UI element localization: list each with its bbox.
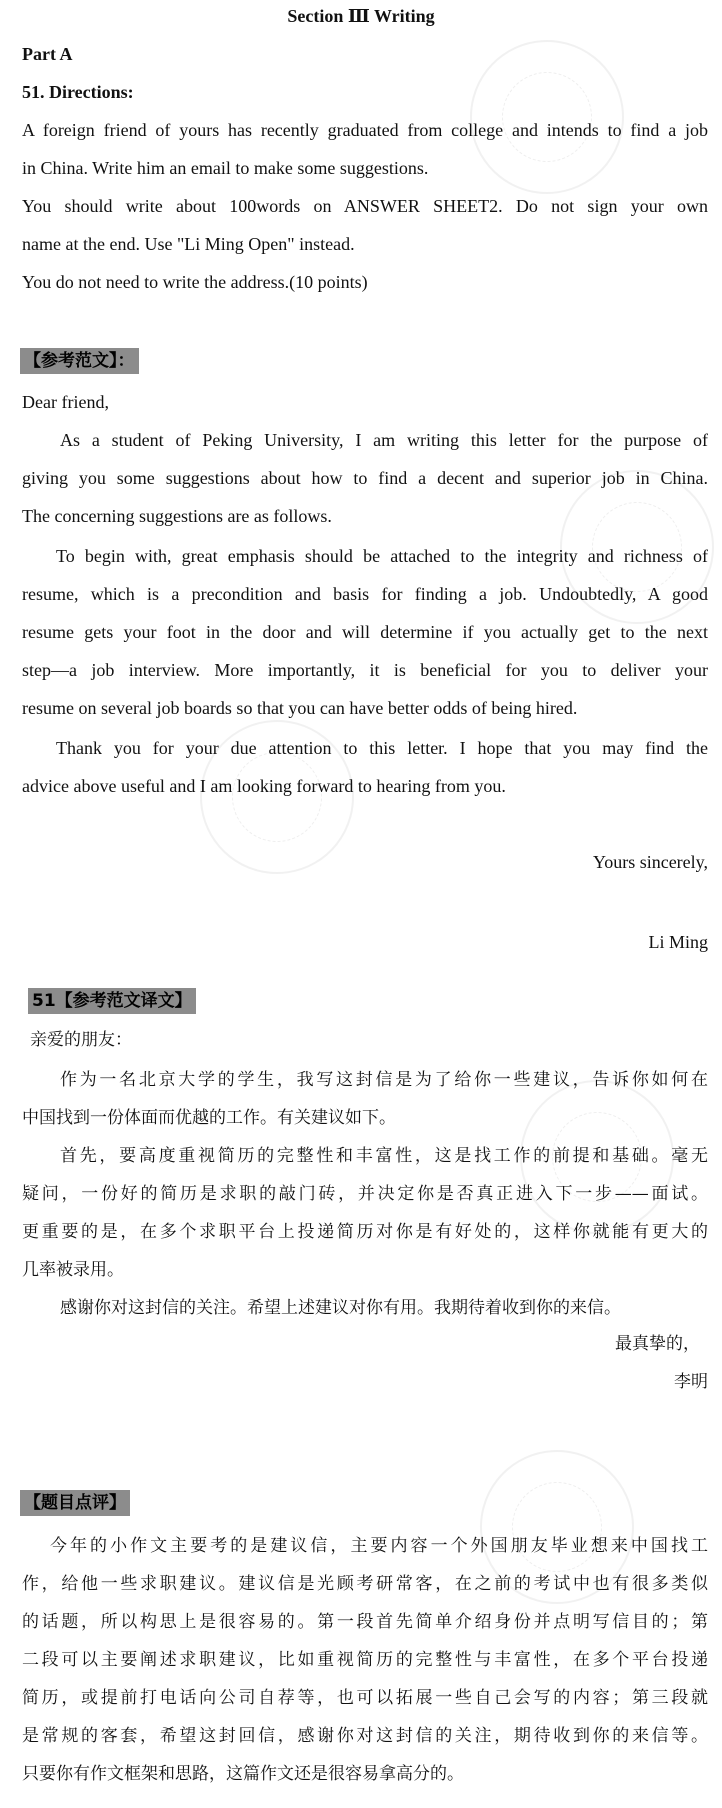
essay-closing: Yours sincerely, <box>593 852 708 872</box>
watermark-seal <box>452 1422 662 1632</box>
directions-line: name at the end. Use "Li Ming Open" instead. <box>22 234 355 254</box>
translation-line: 疑问，一份好的简历是求职的敲门砖，并决定你是否真正进入下一步——面试。 <box>22 1184 708 1204</box>
commentary-line: 今年的小作文主要考的是建议信，主要内容一个外国朋友毕业想来中国找工 <box>50 1536 708 1556</box>
essay-line: step—a job interview. More importantly, it is beneficial for you to deliver your <box>22 660 708 680</box>
directions-line: in China. Write him an email to make some suggestions. <box>22 158 429 178</box>
essay-line: Thank you for your due attention to this letter. I hope that you may find the <box>56 738 708 758</box>
commentary-tag: 【题目点评】 <box>20 1490 130 1516</box>
essay-line: resume, which is a precondition and basis for finding a job. Undoubtedly, A good <box>22 584 708 604</box>
essay-salutation: Dear friend, <box>22 392 109 412</box>
commentary-line: 的话题，所以构思上是很容易的。第一段首先简单介绍身份并点明写信目的；第 <box>22 1612 708 1632</box>
essay-line: resume on several job boards so that you can have better odds of being hired. <box>22 698 578 718</box>
translation-line: 感谢你对这封信的关注。希望上述建议对你有用。我期待着收到你的来信。 <box>60 1298 621 1318</box>
model-essay-tag: 【参考范文】： <box>20 348 139 374</box>
directions-line: A foreign friend of yours has recently graduated from college and intends to find a job <box>22 120 708 140</box>
translation-salutation: 亲爱的朋友： <box>30 1030 132 1050</box>
essay-line: giving you some suggestions about how to find a decent and superior job in China. <box>22 468 708 488</box>
essay-line: As a student of Peking University, I am writing this letter for the purpose of <box>60 430 708 450</box>
commentary-line: 是常规的客套，希望这封回信，感谢你对这封信的关注，期待收到你的来信等。 <box>22 1726 708 1746</box>
translation-line: 中国找到一份体面而优越的工作。有关建议如下。 <box>22 1108 396 1128</box>
translation-line: 更重要的是，在多个求职平台上投递简历对你是有好处的，这样你就能有更大的 <box>22 1222 708 1242</box>
section-title: Section Ⅲ Writing <box>287 6 435 26</box>
part-heading: Part A <box>22 44 73 64</box>
translation-line: 几率被录用。 <box>22 1260 124 1280</box>
essay-line: advice above useful and I am looking forward to hearing from you. <box>22 776 506 796</box>
essay-line: resume gets your foot in the door and will determine if you actually get to the next <box>22 622 708 642</box>
directions-line: You should write about 100words on ANSWER SHEET2. Do not sign your own <box>22 196 708 216</box>
commentary-line: 简历，或提前打电话向公司自荐等，也可以拓展一些自己会写的内容；第三段就 <box>22 1688 708 1708</box>
directions-line: You do not need to write the address.(10 points) <box>22 272 368 292</box>
question-heading: 51. Directions: <box>22 82 134 102</box>
translation-line: 首先，要高度重视简历的完整性和丰富性，这是找工作的前提和基础。毫无 <box>60 1146 708 1166</box>
commentary-line: 只要你有作文框架和思路，这篇作文还是很容易拿高分的。 <box>22 1764 464 1784</box>
essay-signature: Li Ming <box>648 932 708 952</box>
translation-line: 作为一名北京大学的学生，我写这封信是为了给你一些建议，告诉你如何在 <box>60 1070 708 1090</box>
commentary-line: 二段可以主要阐述求职建议，比如重视简历的完整性与丰富性，在多个平台投递 <box>22 1650 708 1670</box>
translation-signature: 李明 <box>674 1372 708 1392</box>
commentary-line: 作，给他一些求职建议。建议信是光顾考研常客，在之前的考试中也有很多类似 <box>22 1574 708 1594</box>
translation-closing: 最真挚的， <box>615 1334 700 1354</box>
essay-line: To begin with, great emphasis should be attached to the integrity and richness of <box>56 546 708 566</box>
essay-line: The concerning suggestions are as follows. <box>22 506 332 526</box>
translation-tag: 51【参考范文译文】 <box>28 988 196 1014</box>
